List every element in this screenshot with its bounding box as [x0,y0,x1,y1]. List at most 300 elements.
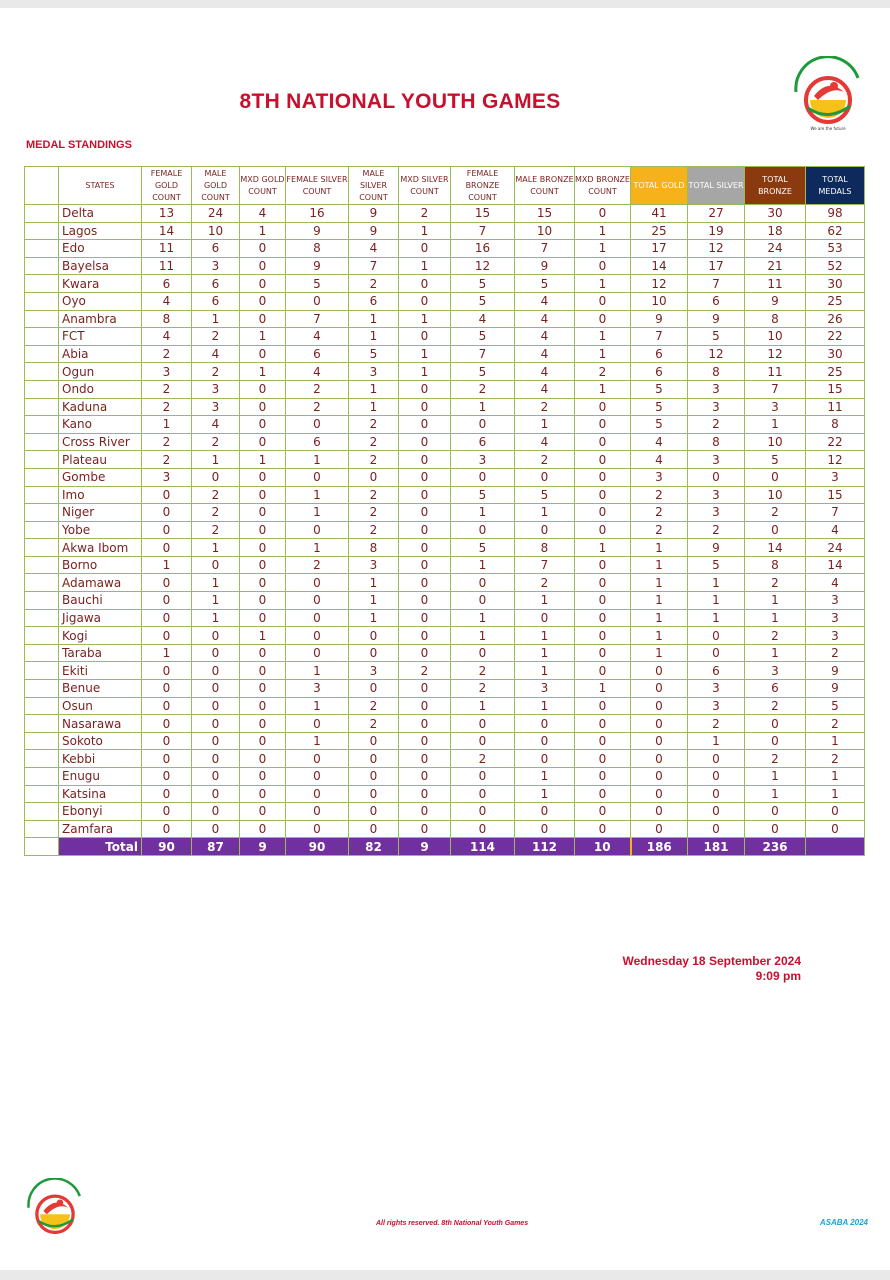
medal-count-cell: 2 [451,380,515,398]
medal-count-cell: 1 [286,662,349,680]
medal-count-cell: 30 [745,205,806,223]
table-row [25,539,865,557]
medal-count-cell: 1 [240,328,286,346]
medal-count-cell: 0 [806,820,865,838]
table-row [25,627,865,645]
medal-count-cell: 0 [192,468,240,486]
medal-count-cell: 0 [240,556,286,574]
medal-count-cell: 6 [192,240,240,258]
medal-count-cell: 0 [192,680,240,698]
medal-count-cell: 5 [349,345,399,363]
total-count-cell [806,838,865,856]
row-margin-cell [25,627,59,645]
medal-count-cell: 7 [806,504,865,522]
medal-count-cell: 3 [349,556,399,574]
medal-count-cell: 0 [575,486,631,504]
table-row [25,275,865,293]
medal-count-cell: 2 [286,380,349,398]
medal-count-cell: 15 [806,380,865,398]
row-margin-cell [25,345,59,363]
state-name-cell: Jigawa [59,609,142,627]
medal-count-cell: 8 [286,240,349,258]
medal-count-cell: 0 [575,803,631,821]
medal-count-cell: 0 [349,680,399,698]
medal-count-cell: 2 [631,486,688,504]
medal-count-cell: 21 [745,257,806,275]
medal-count-cell: 7 [349,257,399,275]
table-row [25,680,865,698]
medal-count-cell: 10 [192,222,240,240]
medal-count-cell: 5 [451,275,515,293]
medal-count-cell: 7 [631,328,688,346]
medal-count-cell: 0 [142,592,192,610]
medal-count-cell: 2 [745,504,806,522]
medal-count-cell: 1 [451,398,515,416]
medal-count-cell: 2 [349,275,399,293]
table-row [25,328,865,346]
medal-count-cell: 1 [349,380,399,398]
medal-count-cell: 0 [192,820,240,838]
medal-count-cell: 1 [240,627,286,645]
medal-count-cell: 0 [142,750,192,768]
medal-count-cell: 0 [399,380,451,398]
medal-count-cell: 15 [515,205,575,223]
medal-count-cell: 0 [192,556,240,574]
medal-count-cell: 0 [399,820,451,838]
medal-count-cell: 0 [399,680,451,698]
table-row [25,662,865,680]
column-header: STATES [59,167,142,205]
medal-count-cell: 2 [192,486,240,504]
medal-count-cell: 1 [745,644,806,662]
medal-count-cell: 3 [688,697,745,715]
table-row [25,820,865,838]
medal-count-cell: 0 [349,768,399,786]
medal-count-cell: 4 [515,363,575,381]
medal-count-cell: 1 [515,662,575,680]
medal-count-cell: 1 [575,539,631,557]
state-name-cell: Kaduna [59,398,142,416]
medal-count-cell: 0 [349,627,399,645]
medal-count-cell: 8 [745,310,806,328]
medal-count-cell: 0 [349,803,399,821]
medal-count-cell: 1 [806,768,865,786]
medal-count-cell: 1 [745,768,806,786]
medal-count-cell: 0 [142,609,192,627]
medal-count-cell: 1 [575,345,631,363]
medal-count-cell: 1 [688,574,745,592]
state-name-cell: Benue [59,680,142,698]
medal-count-cell: 0 [399,627,451,645]
medal-count-cell: 19 [688,222,745,240]
medal-count-cell: 1 [806,732,865,750]
medal-count-cell: 1 [515,768,575,786]
medal-count-cell: 3 [142,468,192,486]
medal-count-cell: 0 [399,398,451,416]
total-count-cell: 9 [399,838,451,856]
medal-count-cell: 3 [745,662,806,680]
row-margin-cell [25,644,59,662]
section-title: MEDAL STANDINGS [26,139,132,151]
row-margin-cell [25,715,59,733]
row-margin-cell [25,433,59,451]
row-margin-cell [25,574,59,592]
medal-count-cell: 2 [515,398,575,416]
medal-count-cell: 8 [806,416,865,434]
medal-count-cell: 12 [806,451,865,469]
location-tag: ASABA 2024 [819,1218,868,1227]
medal-count-cell: 3 [688,398,745,416]
medal-count-cell: 2 [192,363,240,381]
medal-count-cell: 1 [575,240,631,258]
medal-count-cell: 1 [399,257,451,275]
footer-logo [22,1178,88,1244]
medal-count-cell: 14 [142,222,192,240]
medal-count-cell: 5 [631,398,688,416]
medal-count-cell: 4 [240,205,286,223]
medal-count-cell: 5 [451,539,515,557]
medal-count-cell: 22 [806,433,865,451]
medal-count-cell: 5 [688,328,745,346]
medal-count-cell: 0 [240,468,286,486]
medal-count-cell: 8 [688,363,745,381]
table-row [25,451,865,469]
row-margin-cell [25,680,59,698]
table-row [25,750,865,768]
row-margin-cell [25,539,59,557]
totals-row [25,838,865,856]
medal-count-cell: 5 [631,380,688,398]
medal-count-cell: 9 [515,257,575,275]
medal-count-cell: 10 [515,222,575,240]
medal-count-cell: 14 [631,257,688,275]
medal-count-cell: 0 [192,662,240,680]
medal-count-cell: 3 [349,363,399,381]
medal-count-cell: 1 [349,328,399,346]
medal-count-cell: 0 [192,803,240,821]
medal-count-cell: 0 [451,468,515,486]
medal-count-cell: 0 [286,468,349,486]
medal-count-cell: 0 [451,574,515,592]
medal-count-cell: 0 [515,750,575,768]
medal-count-cell: 3 [806,592,865,610]
medal-count-cell: 9 [349,222,399,240]
medal-count-cell: 0 [745,468,806,486]
medal-count-cell: 0 [631,785,688,803]
state-name-cell: Yobe [59,521,142,539]
state-name-cell: Borno [59,556,142,574]
medal-count-cell: 1 [688,609,745,627]
medal-count-cell: 3 [192,380,240,398]
medal-count-cell: 53 [806,240,865,258]
medal-count-cell: 12 [745,345,806,363]
medal-count-cell: 0 [286,416,349,434]
table-row [25,398,865,416]
medal-count-cell: 0 [192,715,240,733]
medal-count-cell: 0 [192,732,240,750]
medal-count-cell: 0 [575,609,631,627]
medal-count-cell: 2 [745,697,806,715]
table-row [25,205,865,223]
medal-count-cell: 9 [349,205,399,223]
medal-count-cell: 0 [240,275,286,293]
medal-count-cell: 0 [240,486,286,504]
medal-count-cell: 2 [631,521,688,539]
state-name-cell: Oyo [59,292,142,310]
medal-count-cell: 7 [745,380,806,398]
medal-count-cell: 7 [286,310,349,328]
medal-count-cell: 12 [688,240,745,258]
medal-count-cell: 3 [688,504,745,522]
medal-count-cell: 0 [575,697,631,715]
medal-count-cell: 5 [745,451,806,469]
row-margin-cell [25,592,59,610]
page-title: 8TH NATIONAL YOUTH GAMES [239,90,561,113]
medal-count-cell: 0 [240,715,286,733]
medal-count-cell: 1 [349,609,399,627]
medal-count-cell: 0 [286,574,349,592]
row-margin-cell [25,310,59,328]
medal-count-cell: 41 [631,205,688,223]
medal-count-cell: 0 [192,627,240,645]
medal-count-cell: 1 [575,380,631,398]
row-margin-cell [25,750,59,768]
medal-count-cell: 1 [286,697,349,715]
medal-count-cell: 0 [142,627,192,645]
medal-count-cell: 3 [451,451,515,469]
table-row [25,785,865,803]
row-margin-cell [25,697,59,715]
medal-count-cell: 0 [240,240,286,258]
medal-count-cell: 1 [192,539,240,557]
medal-count-cell: 1 [515,697,575,715]
medal-count-cell: 52 [806,257,865,275]
medal-count-cell: 3 [688,680,745,698]
medal-count-cell: 2 [349,715,399,733]
medal-count-cell: 0 [399,504,451,522]
table-row [25,222,865,240]
medal-count-cell: 0 [286,592,349,610]
medal-count-cell: 1 [515,785,575,803]
row-margin-cell [25,838,59,856]
medal-count-cell: 2 [349,451,399,469]
table-row [25,345,865,363]
medal-count-cell: 12 [631,275,688,293]
medal-count-cell: 0 [575,257,631,275]
medal-count-cell: 1 [688,592,745,610]
medal-count-cell: 5 [515,486,575,504]
state-name-cell: Niger [59,504,142,522]
medal-count-cell: 7 [515,556,575,574]
medal-count-cell: 3 [142,363,192,381]
medal-count-cell: 6 [688,662,745,680]
medal-count-cell: 4 [142,328,192,346]
svg-text:We are the future: We are the future [810,126,846,131]
medal-count-cell: 0 [575,662,631,680]
medal-count-cell: 0 [240,433,286,451]
medal-count-cell: 0 [240,416,286,434]
medal-count-cell: 0 [688,785,745,803]
medal-count-cell: 17 [688,257,745,275]
medal-count-cell: 0 [451,592,515,610]
medal-count-cell: 24 [192,205,240,223]
medal-count-cell: 8 [688,433,745,451]
medal-count-cell: 0 [142,539,192,557]
medal-count-cell: 30 [806,345,865,363]
medal-count-cell: 1 [240,222,286,240]
row-margin-cell [25,468,59,486]
medal-count-cell: 4 [515,310,575,328]
medal-count-cell: 0 [575,644,631,662]
medal-count-cell: 26 [806,310,865,328]
medal-count-cell: 0 [399,539,451,557]
medal-count-cell: 0 [575,433,631,451]
medal-count-cell: 7 [515,240,575,258]
medal-count-cell: 14 [806,556,865,574]
medal-count-cell: 25 [806,292,865,310]
medal-count-cell: 0 [399,715,451,733]
medal-count-cell: 3 [286,680,349,698]
medal-count-cell: 3 [688,451,745,469]
medal-count-cell: 4 [142,292,192,310]
state-name-cell: Kebbi [59,750,142,768]
medal-count-cell: 98 [806,205,865,223]
medal-count-cell: 24 [806,539,865,557]
medal-count-cell: 0 [399,416,451,434]
column-header: MALE GOLD COUNT [192,167,240,205]
medal-count-cell: 0 [515,609,575,627]
medal-count-cell: 0 [286,785,349,803]
medal-count-cell: 0 [399,275,451,293]
medal-count-cell: 2 [745,627,806,645]
column-header: MXD BRONZE COUNT [575,167,631,205]
total-count-cell: 82 [349,838,399,856]
medal-count-cell: 0 [240,574,286,592]
medal-count-cell: 0 [240,292,286,310]
medal-count-cell: 0 [399,803,451,821]
column-header: FEMALE SILVER COUNT [286,167,349,205]
medal-count-cell: 9 [286,257,349,275]
medal-count-cell: 2 [349,504,399,522]
medal-count-cell: 0 [575,205,631,223]
medal-count-cell: 2 [192,521,240,539]
table-row [25,592,865,610]
state-name-cell: Kwara [59,275,142,293]
medal-count-cell: 0 [142,504,192,522]
medal-count-cell: 9 [806,680,865,698]
row-margin-cell [25,275,59,293]
medal-count-cell: 14 [745,539,806,557]
medal-count-cell: 0 [142,486,192,504]
state-name-cell: Edo [59,240,142,258]
medal-count-cell: 0 [240,398,286,416]
medal-count-cell: 10 [745,328,806,346]
medal-count-cell: 0 [399,732,451,750]
medal-count-cell: 0 [286,768,349,786]
medal-count-cell: 0 [399,292,451,310]
medal-count-cell: 0 [399,574,451,592]
medal-count-cell: 2 [451,662,515,680]
medal-count-cell: 0 [631,662,688,680]
medal-count-cell: 6 [688,292,745,310]
medal-count-cell: 0 [515,468,575,486]
state-name-cell: Nasarawa [59,715,142,733]
medal-count-cell: 0 [286,292,349,310]
row-margin-cell [25,504,59,522]
medal-count-cell: 0 [286,521,349,539]
medal-count-cell: 6 [142,275,192,293]
total-count-cell: 90 [286,838,349,856]
medal-count-cell: 12 [451,257,515,275]
medal-count-cell: 0 [399,521,451,539]
row-margin-cell [25,292,59,310]
medal-count-cell: 3 [192,398,240,416]
medal-count-cell: 0 [240,820,286,838]
row-margin-cell [25,380,59,398]
row-margin-cell [25,803,59,821]
table-row [25,574,865,592]
medal-table [24,166,865,856]
medal-count-cell: 1 [286,504,349,522]
medal-count-cell: 6 [631,345,688,363]
state-name-cell: Gombe [59,468,142,486]
medal-count-cell: 13 [142,205,192,223]
medal-count-cell: 4 [631,433,688,451]
medal-count-cell: 2 [631,504,688,522]
medal-count-cell: 0 [631,820,688,838]
report-timestamp [622,954,801,984]
medal-count-cell: 8 [142,310,192,328]
medal-count-cell: 0 [192,750,240,768]
table-row [25,803,865,821]
medal-count-cell: 1 [349,574,399,592]
medal-count-cell: 0 [142,680,192,698]
medal-count-cell: 6 [349,292,399,310]
medal-count-cell: 8 [349,539,399,557]
state-name-cell: Cross River [59,433,142,451]
medal-count-cell: 6 [286,433,349,451]
medal-count-cell: 1 [575,680,631,698]
table-row [25,609,865,627]
row-margin-cell [25,662,59,680]
medal-count-cell: 0 [575,310,631,328]
medal-count-cell: 0 [240,662,286,680]
table-body [25,205,865,856]
medal-count-cell: 1 [286,539,349,557]
medal-count-cell: 4 [286,363,349,381]
medal-count-cell: 0 [575,785,631,803]
medal-count-cell: 12 [688,345,745,363]
medal-count-cell: 0 [399,697,451,715]
medal-count-cell: 0 [240,521,286,539]
medal-count-cell: 6 [451,433,515,451]
medal-count-cell: 0 [349,468,399,486]
medal-count-cell: 6 [192,292,240,310]
medal-count-cell: 0 [240,345,286,363]
medal-count-cell: 1 [192,574,240,592]
medal-count-cell: 2 [142,398,192,416]
total-count-cell: 112 [515,838,575,856]
medal-count-cell: 1 [399,345,451,363]
medal-count-cell: 9 [631,310,688,328]
medal-count-cell: 0 [286,803,349,821]
medal-count-cell: 0 [286,644,349,662]
medal-count-cell: 0 [349,732,399,750]
medal-count-cell: 4 [515,292,575,310]
medal-count-cell: 1 [286,451,349,469]
medal-count-cell: 0 [575,750,631,768]
medal-count-cell: 4 [349,240,399,258]
